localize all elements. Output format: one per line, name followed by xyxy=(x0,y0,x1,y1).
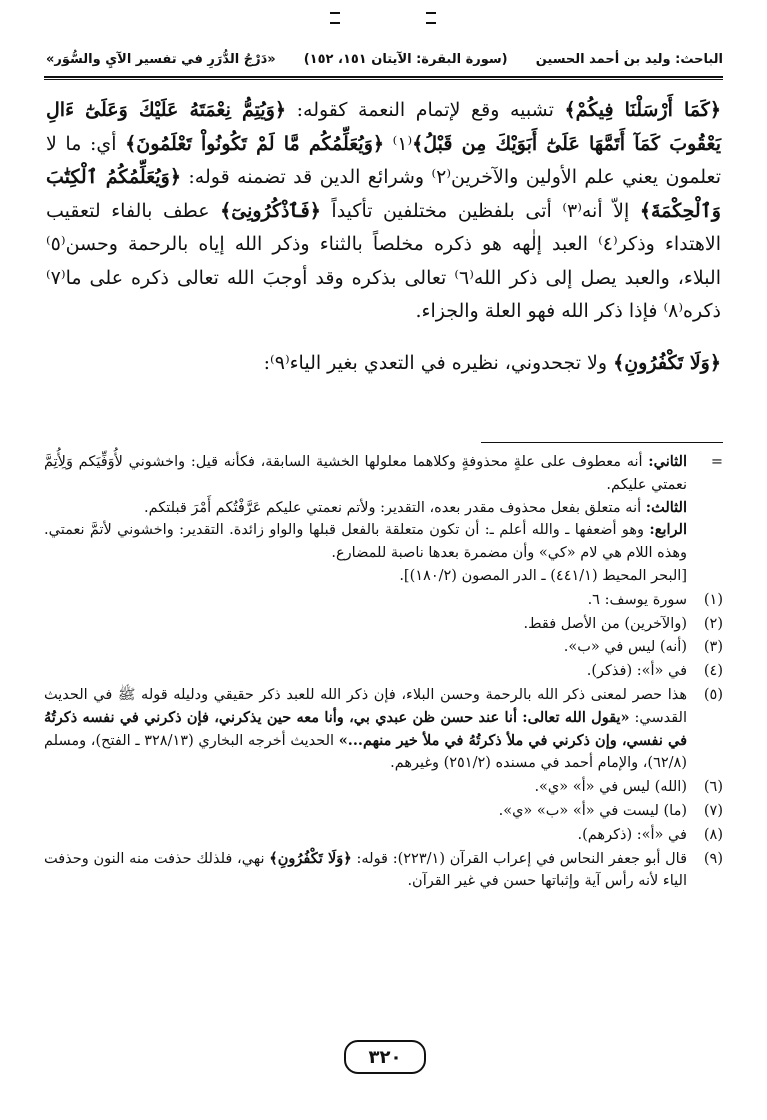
header-surah-ref: (سورة البقرة: الآيتان ١٥١، ١٥٢) xyxy=(303,51,508,67)
paragraph-1 xyxy=(46,94,721,329)
footnote-number: (٦) xyxy=(703,779,723,796)
text-run: عطف بالفاء لتعقيب الاهتداء وذكر xyxy=(46,199,721,255)
header-rule-thin xyxy=(44,79,723,80)
quran-quote: ﴿وَلَا تَكْفُرُونِ﴾ xyxy=(613,351,721,374)
footnote-text: (أنه) ليس في «ب». xyxy=(563,639,687,656)
footnote-text: سورة يوسف: ٦. xyxy=(587,591,687,608)
footnote-ref-4[interactable]: ⁽٤⁾ xyxy=(598,233,618,255)
footnote-text: (ما) ليست في «أ» «ب» «ي». xyxy=(498,802,687,819)
footnote-9 xyxy=(44,848,723,894)
text-run: وشرائع الدين قد تضمنه قوله: xyxy=(180,166,432,188)
footnote-continuation xyxy=(44,451,723,588)
footnote-text: هذا حصر لمعنى ذكر الله بالرحمة وحسن البلاء، فإن ذكر الله للعبد ذكر حقيقي ودليله قوله ﷺ في الحديث القدسي: «يقول الله تعالى: أنا عند حسن ظن عبدي بي، وأنا معه حين يذكرني، فإن ذكرني في نفسه ذكرتُهُ في نفسي، وإن ذكرني في ملأ ذكرتُهُ في ملأ خير منهم...» الحديث أخرجه البخاري (٣٢٨/١٣ ـ الفتح)، ومسلم (٦٢/٨)، والإمام أحمد في مسنده (٢٥١/٢) وغيرهم. xyxy=(44,686,688,772)
footnote-number: (٥) xyxy=(703,686,723,703)
header-author: الباحث: وليد بن أحمد الحسين xyxy=(535,51,723,67)
quran-quote: ﴿وَلَا تَكْفُرُونِ﴾ xyxy=(269,849,352,867)
text-run: تشبيه وقع لإتمام النعمة كقوله: xyxy=(286,99,565,121)
hadith-quote: «يقول الله تعالى: أنا عند حسن ظن عبدي بي، وأنا معه حين يذكرني، فإن ذكرني في نفسه ذكرتُهُ في نفسي، وإن ذكرني في ملأ ذكرتُهُ في ملأ خير منهم...» xyxy=(44,708,688,749)
footnote-text: (والآخرين) من الأصل فقط. xyxy=(523,615,687,632)
text-run: إلاّ أنه xyxy=(581,199,640,222)
quran-quote: ﴿فَٱذْكُرُونِىٓ﴾ xyxy=(220,199,321,222)
quran-quote: ﴿وَيُتِمُّ نِعْمَتَهُ عَلَيْكَ وَعَلَىٰٓ ءَالِ يَعْقُوبَ كَمَآ أَتَمَّهَا عَلَىٰٓ أَبَوَيْكَ مِن قَبْلُ﴾ xyxy=(46,99,721,155)
footnote-number: (٤) xyxy=(703,663,723,680)
footnote-ref-7[interactable]: ⁽٧⁾ xyxy=(46,266,66,289)
page-number-ornament-left xyxy=(330,12,340,24)
text-run xyxy=(384,133,393,155)
footnote-7 xyxy=(44,800,723,823)
footnote-1 xyxy=(44,589,723,612)
footnote-number: (١) xyxy=(703,591,723,608)
text-run: فإذا ذكر الله فهو العلة والجزاء. xyxy=(415,300,664,322)
footnote-number: (٣) xyxy=(703,639,723,656)
footnote-ref-1[interactable]: ⁽١⁾ xyxy=(392,132,413,155)
footnote-text: في «أ»: (فذكر). xyxy=(586,663,687,680)
cont-second: الثاني: أنه معطوف على علةٍ محذوفةٍ وكلاهما معلولها الخشية السابقة، فكأنه قيل: واخشوني لأُوَفِّيَكم وَلِأُتِمَّ نعمتي عليكم. xyxy=(44,453,687,493)
text-run: ولا تجحدوني، نظيره في التعدي بغير الياء xyxy=(289,351,614,374)
text-run: تعالى بذكره وقد أوجبَ الله تعالى ذكره على ما xyxy=(65,266,455,289)
paragraph-2 xyxy=(46,347,721,381)
cont-third: الثالث: أنه متعلق بفعل محذوف مقدر بعده، التقدير: ولأتم نعمتي عليكم عَرَّفْتُكم أَمْرَ قبلتكم. xyxy=(144,498,687,516)
footnote-ref-2[interactable]: ⁽٢⁾ xyxy=(431,166,452,188)
footnote-5 xyxy=(44,684,723,775)
footnote-2 xyxy=(44,613,723,636)
footnote-6 xyxy=(44,776,723,799)
footnote-text: قال أبو جعفر النحاس في إعراب القرآن (٢٢٣/١): قوله: ﴿وَلَا تَكْفُرُونِ﴾ نهي، فلذلك حذفت منه النون وحذفت الياء لأنه رأس آية وإثباتها حسن في غير القرآن. xyxy=(44,849,687,890)
footnote-number: (٩) xyxy=(703,850,723,867)
footnote-4 xyxy=(44,660,723,683)
text-run: : xyxy=(263,351,271,374)
cont-refs: [البحر المحيط (٤٤١/١) ـ الدر المصون (١٨٠/٢)]. xyxy=(399,567,687,584)
footnote-number: (٧) xyxy=(703,802,723,819)
footnote-ref-3[interactable]: ⁽٣⁾ xyxy=(562,199,582,222)
text-run: ذكره xyxy=(683,300,721,322)
footnote-ref-8[interactable]: ⁽٨⁾ xyxy=(663,300,684,322)
quran-quote: ﴿وَيُعَلِّمُكُمُ ٱلْكِتَٰبَ وَٱلْحِكْمَةَ﴾ xyxy=(46,166,721,222)
quran-quote: ﴿وَيُعَلِّمُكُم مَّا لَمْ تَكُونُواْ تَعْلَمُونَ﴾ xyxy=(125,132,384,155)
continuation-marker: = xyxy=(710,454,723,470)
text-run: أتى بلفظين مختلفين تأكيداً xyxy=(320,199,563,222)
quran-quote: ﴿كَمَا أَرْسَلْنَا فِيكُمْ﴾ xyxy=(564,99,721,121)
footnote-number: (٨) xyxy=(703,826,723,843)
header-rule-thick xyxy=(44,76,723,78)
page-number-ornament-right xyxy=(426,12,436,24)
header-book-title: «دَرْجُ الدُّرَرِ في تفسير الآيِ والسُّوَر» xyxy=(46,51,276,67)
main-text xyxy=(46,94,721,380)
page-number: ٣٢٠ xyxy=(344,1040,426,1074)
footnote-text: في «أ»: (ذكرهم). xyxy=(577,826,687,843)
text-run: العبد إلٰهه هو ذكره مخلصاً بالثناء وذكر الله إياه بالرحمة وحسن xyxy=(65,233,599,255)
footnote-8 xyxy=(44,824,723,847)
text-run: البلاء، والعبد يصل إلى ذكر الله xyxy=(473,266,721,289)
footnote-text: (الله) ليس في «أ» «ي». xyxy=(534,779,687,796)
footnote-ref-9[interactable]: ⁽٩⁾ xyxy=(270,351,290,374)
footnote-3 xyxy=(44,636,723,659)
cont-fourth: الرابع: وهو أضعفها ـ والله أعلم ـ: أن تكون متعلقة بالفعل قبلها والواو زائدة. التقدير: واخشوني لأتمَّ نعمتي. وهذه اللام هي لام «كي» وأن مضمرة بعدها ناصبة للمضارع. xyxy=(44,521,687,562)
running-header xyxy=(46,44,723,74)
text-run: أي: ما لا تعلمون يعني علم الأولين والآخرين xyxy=(46,132,721,188)
footnote-ref-6[interactable]: ⁽٦⁾ xyxy=(454,266,474,289)
footnotes xyxy=(44,442,723,893)
footnote-separator xyxy=(481,442,723,443)
footnote-number: (٢) xyxy=(703,615,723,632)
footnote-ref-5[interactable]: ⁽٥⁾ xyxy=(46,233,66,255)
